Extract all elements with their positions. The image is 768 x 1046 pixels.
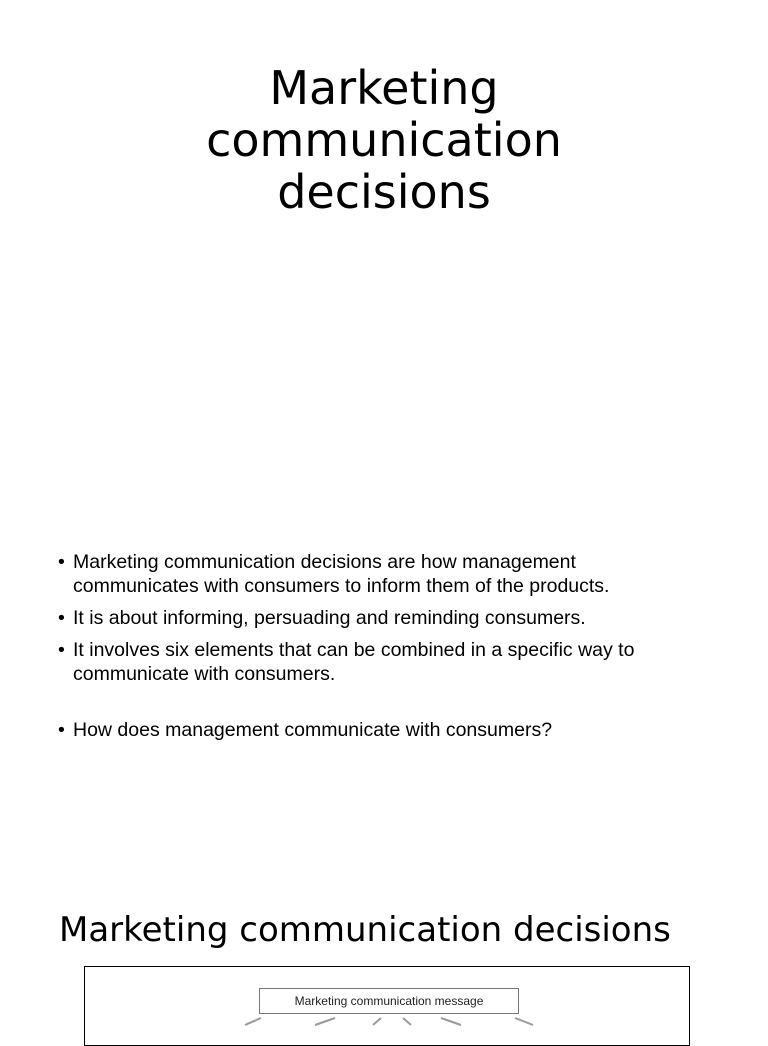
figure-message-box: Marketing communication message: [259, 988, 519, 1014]
bullet-item: • It is about informing, persuading and reminding consumers.: [56, 606, 696, 630]
slide-title-line-3: decisions: [277, 165, 491, 219]
slide-title: [0, 62, 768, 218]
bullet-list: [56, 550, 696, 750]
figure-frame: [84, 966, 690, 1046]
bullet-item: • How does management communicate with consumers?: [56, 718, 696, 742]
figure-arrows: [85, 1015, 689, 1027]
bullet-item: • It involves six elements that can be combined in a specific way to communicate with consumers.: [56, 638, 696, 686]
bullet-item: • Marketing communication decisions are how management communicates with consumers to inform them of the products.: [56, 550, 696, 598]
section-title: Marketing communication decisions: [59, 910, 671, 950]
slide-title-line-2: communication: [206, 113, 562, 167]
slide-title-line-1: Marketing: [269, 61, 499, 115]
